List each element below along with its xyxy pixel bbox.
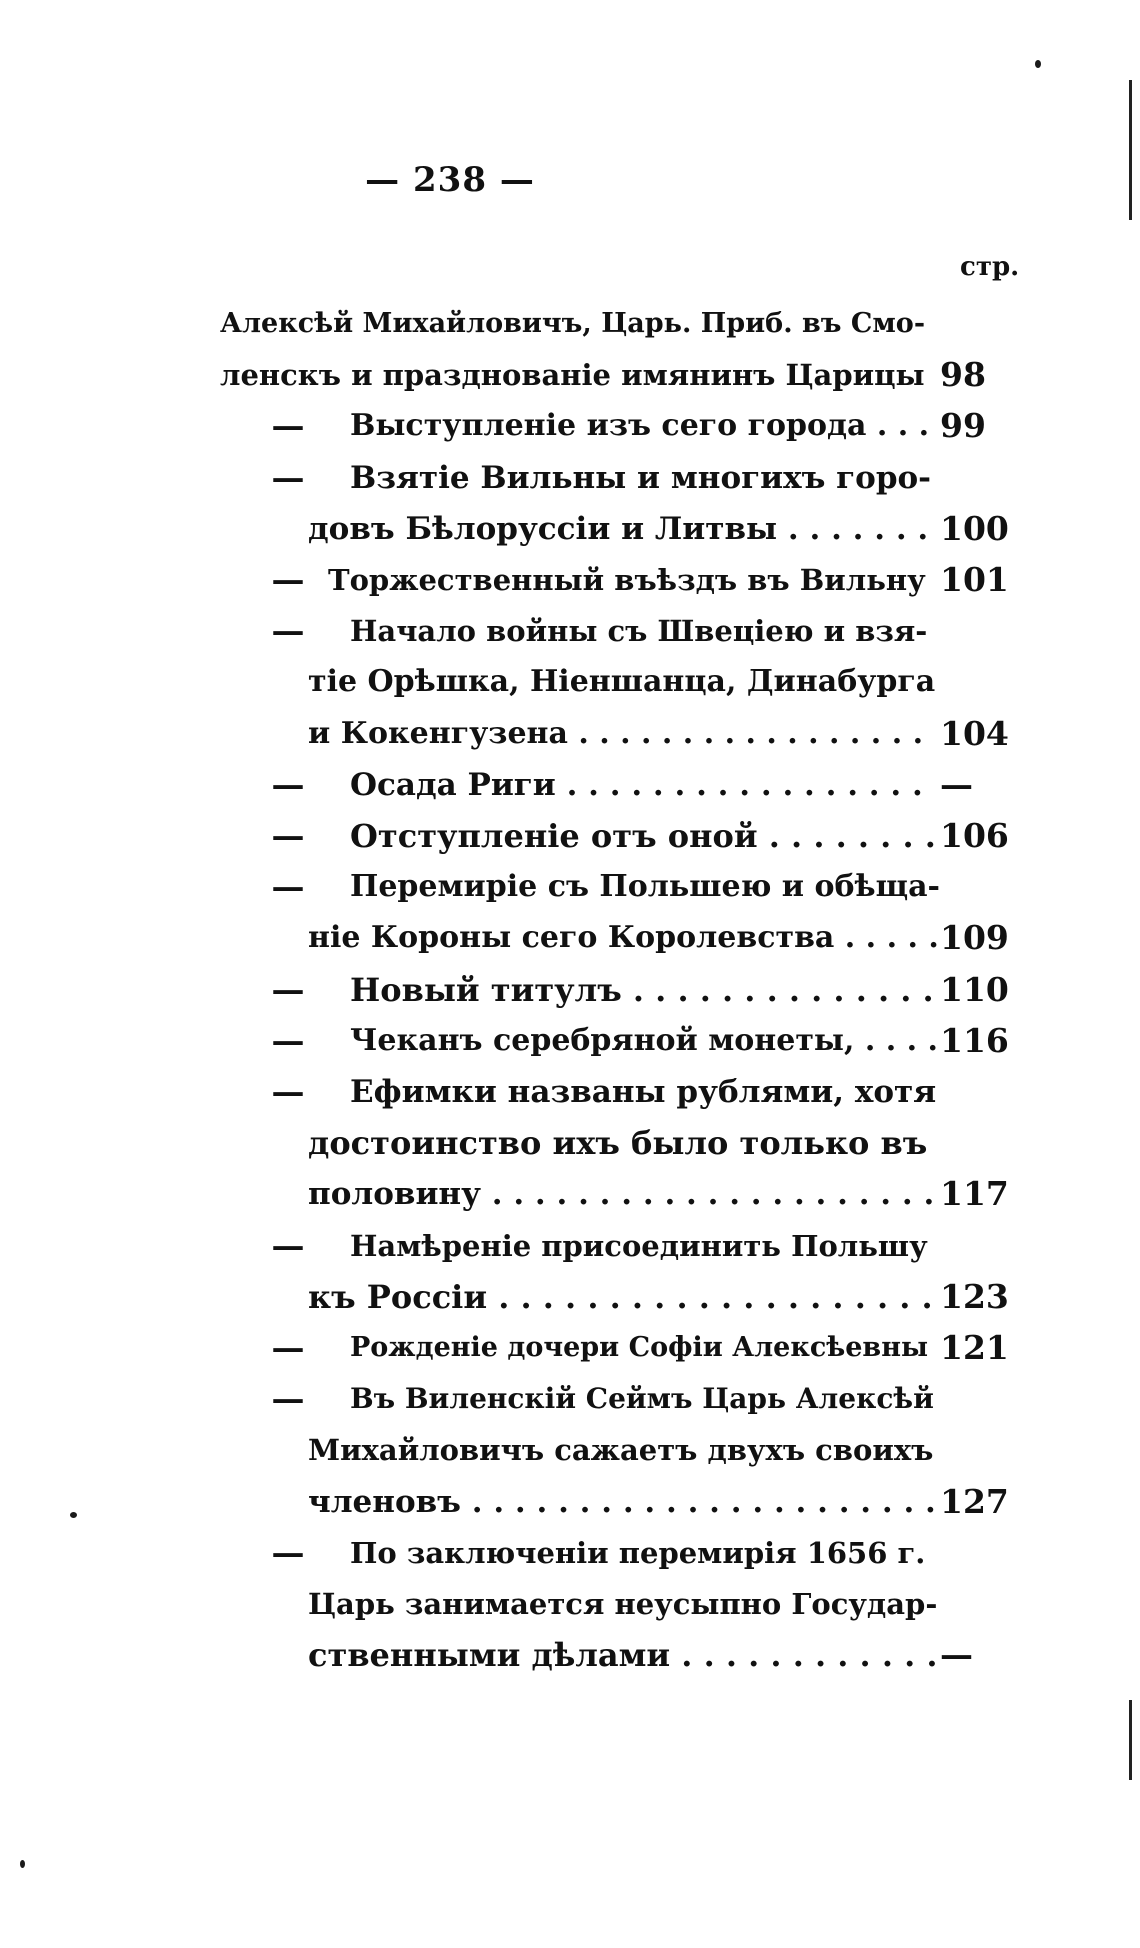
toc-entry-text: ственными дѣлами . . . . . . . . . . . . [308,1636,938,1675]
toc-entry-text: Новый титулъ . . . . . . . . . . . . . . [350,970,934,1009]
toc-line [220,554,1020,606]
toc-entry-text: членовъ . . . . . . . . . . . . . . . . . . . . . . [308,1483,936,1520]
toc-line [220,1220,1020,1272]
toc-entry-text: Взятіе Вильны и многихъ горо- [350,459,932,496]
toc-line [220,1168,1020,1220]
toc-page-number: 101 [940,560,1009,599]
toc-entry-text: половину . . . . . . . . . . . . . . . . . . . . . [308,1176,935,1213]
scan-speck [20,1860,25,1868]
toc-line [220,912,1020,964]
toc-entry-text: и Кокенгузена . . . . . . . . . . . . . . . . . [308,715,924,751]
toc-page-number: 106 [940,816,1009,855]
toc-page-number: 116 [940,1020,1009,1060]
toc-dash: — [271,1379,305,1419]
toc-line [220,400,1020,452]
toc-entry-text: По заключеніи перемирія 1656 г. [350,1535,926,1570]
toc-line [220,298,1020,350]
toc-line [220,1322,1020,1374]
toc-line [220,708,1020,760]
toc-line [220,1629,1020,1681]
toc-entry-text: Царь занимается неусыпно Государ- [308,1587,938,1621]
toc-dash: — [271,1532,305,1572]
toc-line [220,1117,1020,1169]
toc-dash: — [271,560,305,599]
toc-line [220,1271,1020,1323]
toc-line [220,1578,1020,1630]
toc-line [220,964,1020,1016]
toc-dash: — [271,764,305,804]
toc-entry-text: довъ Бѣлоруссіи и Литвы . . . . . . . [308,510,929,547]
toc-page-number: 100 [940,508,1009,548]
toc-dash: — [271,816,305,855]
toc-dash: — [271,969,305,1009]
toc-line [220,1373,1020,1425]
toc-dash: — [271,1072,305,1111]
toc-entry-text: Алексѣй Михайловичъ, Царь. Приб. въ Смо- [220,308,926,339]
toc-page-number: — [940,1635,973,1675]
scan-edge-line [1129,1700,1132,1780]
scan-speck [70,1512,77,1518]
toc-entry-text: Торжественный въѣздъ въ Вильну [328,563,926,597]
toc-entry-text: Михайловичъ сажаетъ двухъ своихъ [308,1433,934,1468]
toc-line [220,1424,1020,1476]
scan-edge-line [1129,80,1132,220]
toc-entry-text: Намѣреніе присоединить Польшу [350,1228,928,1263]
page-column-header: стр. [960,252,1020,282]
toc-dash: — [271,1225,305,1265]
toc-line [220,1527,1020,1579]
toc-entry-text: Ефимки названы рублями, хотя [350,1074,937,1110]
toc-line [220,1066,1020,1118]
toc-entry-text: Осада Риги . . . . . . . . . . . . . . . . . [350,766,923,803]
toc-entry-text: ніе Короны сего Королевства . . . . . [308,920,939,956]
toc-page-number: 117 [940,1174,1009,1214]
toc-page-number: 98 [940,355,986,395]
toc-entry-text: Перемиріе съ Польшею и обѣща- [350,869,940,905]
toc-entry-text: тіе Орѣшка, Ніеншанца, Динабурга [308,664,936,700]
toc-page-number: 123 [940,1276,1009,1316]
toc-line [220,810,1020,862]
toc-dash: — [271,1328,305,1367]
toc-page-number: — [940,764,973,804]
toc-line [220,1015,1020,1067]
toc-line [220,1476,1020,1528]
toc-line [220,605,1020,657]
toc-entry-text: Чеканъ серебряной монеты, . . . . [350,1022,939,1058]
toc-dash: — [271,406,305,446]
toc-entry-text: Рожденіе дочери Софіи Алексѣевны [350,1332,929,1363]
toc-line [220,349,1020,401]
toc-dash: — [271,1020,305,1060]
page-number: — 238 — [365,160,535,200]
toc-line [220,656,1020,708]
toc-page-number: 99 [940,406,986,446]
toc-dash: — [271,457,305,497]
toc-line [220,452,1020,504]
toc-entry-text: ленскъ и празднованіе имянинъ Царицы [220,358,925,393]
toc-dash: — [271,867,305,907]
toc-page-number: 121 [940,1328,1009,1367]
toc-entry-text: достоинство ихъ было только въ [308,1124,928,1163]
toc-entry-text: Выступленіе изъ сего города . . . [350,408,930,444]
toc-entry-text: Начало войны съ Швеціею и взя- [350,614,928,649]
toc-line [220,759,1020,811]
scan-speck [1035,60,1041,68]
toc-entry-text: къ Россіи . . . . . . . . . . . . . . . . . . . . [308,1277,933,1316]
toc-line [220,861,1020,913]
toc-page-number: 109 [940,918,1009,958]
toc-page-number: 110 [940,969,1009,1009]
toc-entry-text: Въ Виленскій Сеймъ Царь Алексѣй [350,1382,934,1416]
toc-dash: — [271,611,305,651]
toc-entry-text: Отступленіе отъ оной . . . . . . . . [350,817,936,855]
toc-line [220,503,1020,555]
toc-page-number: 104 [940,713,1009,753]
toc-page-number: 127 [940,1481,1009,1521]
